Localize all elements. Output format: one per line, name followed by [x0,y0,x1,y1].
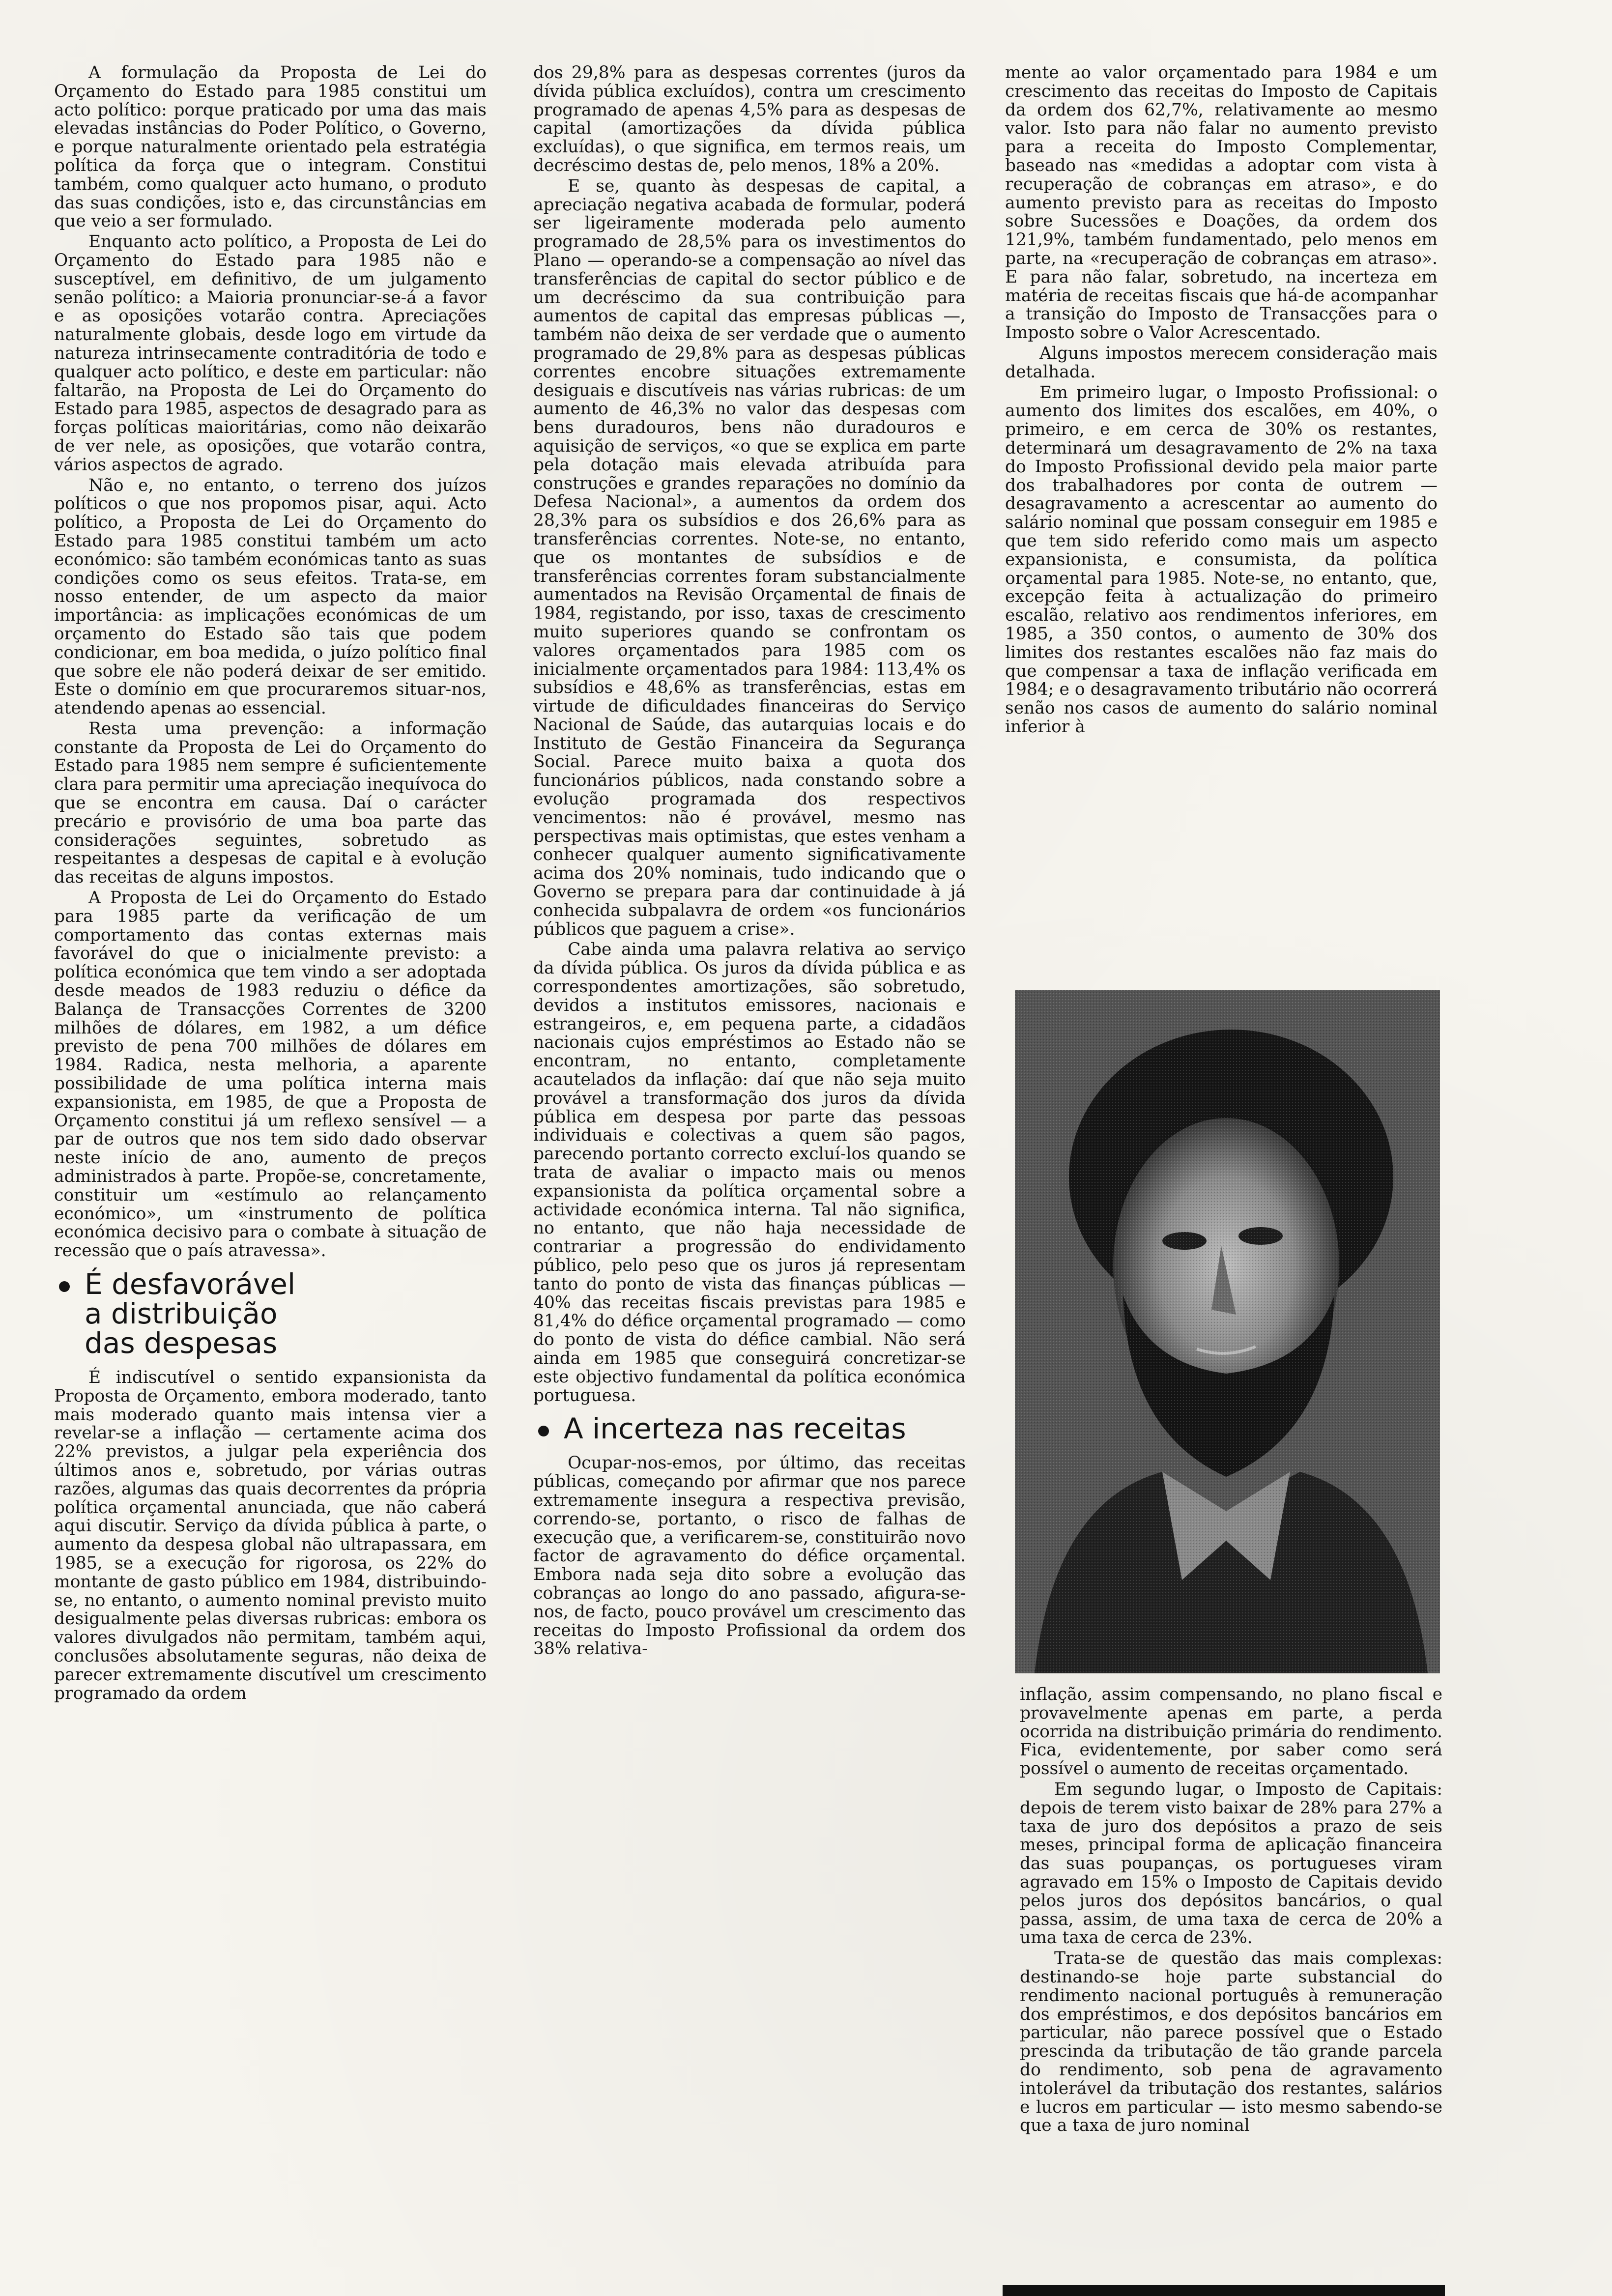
page-edge-bar [1003,2285,1445,2296]
section-heading-line: das despesas [85,1326,278,1360]
paragraph: A Proposta de Lei do Orçamento do Estado para 1985 parte da verificação de um comportamento das contas externas mais favorável do que o inicialmente previsto: a política económica que tem vindo a ser adoptada desde meados de 1983 reduziu o défice da Balança de Transacções Correntes de 3200 milhões de dólares, em 1982, a um défice previsto de pena 700 milhões de dólares em 1984. Radica, nesta melhoria, a aparente possibilidade de uma política interna mais expansionista, em 1985, de que a Proposta de Orçamento constitui já um reflexo sensível — a par de outros que nos tem sido dado observar neste início de ano, aumento de preços administrados à parte. Propõe-se, concretamente, constituir um «estímulo ao relançamento económico», um «instrumento de política económica decisivo para o combate à situação de recessão que o país atravessa». [54,888,487,1261]
paragraph: mente ao valor orçamentado para 1984 e um crescimento das receitas do Imposto de Capitais da ordem dos 62,7%, relativamente ao mesmo valor. Isto para não falar no aumento previsto para a receita do Imposto Complementar, baseado nas «medidas a adoptar com vista à recuperação de cobranças em atraso», e do aumento previsto para as receitas do Imposto sobre Sucessões e Doações, da ordem dos 121,9%, também fundamentado, pelo menos em parte, na «recuperação de cobranças em atraso». E para não falar, sobretudo, na incerteza em matéria de receitas fiscais que há-de acompanhar a transição do Imposto de Transacções para o Imposto sobre o Valor Acrescentado. [1005,64,1438,343]
article-column-2 [533,64,966,2295]
paragraph: A formulação da Proposta de Lei do Orçamento do Estado para 1985 constitui um acto político: porque praticado por uma das mais elevadas instâncias do Poder Político, o Governo, e porque naturalmente orientado pela estratégia política da força que o integram. Constitui também, como qualquer acto humano, o produto das suas condições, isto e, das circunstâncias em que veio a ser formulado. [54,64,487,231]
bullet-icon [538,1426,549,1436]
paragraph: Em primeiro lugar, o Imposto Profissional: o aumento dos limites dos escalões, em 40%, o primeiro, e em cerca de 30% os restantes, determinará um desagravamento de 2% na taxa do Imposto Profissional devido pela maior parte dos trabalhadores por conta de outrem — desagravamento a acrescentar ao aumento do salário nominal que possam conseguir em 1985 e que tem sido referido como mais um aspecto expansionista, e consumista, da política orçamental para 1985. Note-se, no entanto, que, excepção feita à actualização do primeiro escalão, relativo aos rendimentos inferiores, em 1985, a 350 contos, o aumento de 30% dos limites dos restantes escalões não faz mais do que compensar a taxa de inflação verificada em 1984; e o desagravamento tributário não ocorrerá senão nos casos de aumento do salário nominal inferior à [1005,382,1438,737]
paragraph: Em segundo lugar, o Imposto de Capitais: depois de terem visto baixar de 28% para 27% a taxa de juro dos depósitos a prazo de seis meses, principal forma de aplicação financeira das suas poupanças, os portugueses viram agravado em 15% o Imposto de Capitais devido pelos juros dos depósitos bancários, o qual passa, assim, de uma taxa de cerca de 20% a uma taxa de cerca de 23%. [1020,1779,1442,1948]
paragraph: inflação, assim compensando, no plano fiscal e provavelmente apenas em parte, a perda ocorrida na distribuição primária do rendimento. Fica, evidentemente, por saber como será possível o aumento de receitas orçamentado. [1020,1686,1442,1779]
paragraph: dos 29,8% para as despesas correntes (juros da dívida pública excluídos), contra um crescimento programado de apenas 4,5% para as despesas de capital (amortizações da dívida pública excluídas), o que significa, em termos reais, um decréscimo destas de, pelo menos, 18% a 20%. [533,64,966,175]
article-column-3 [1005,64,1438,988]
paragraph: É indiscutível o sentido expansionista da Proposta de Orçamento, embora moderado, tanto mais moderado quanto mais intensa vier a revelar-se a inflação — certamente acima dos 22% previstos, a julgar pela experiência dos últimos anos e, sobretudo, por várias outras razões, algumas das quais decorrentes da própria política orçamental anunciada, que não caberá aqui discutir. Serviço da dívida pública à parte, o aumento da despesa global não ultrapassara, em 1985, se a execução for rigorosa, os 22% do montante de gasto público em 1984, distribuindo-se, no entanto, o aumento nominal previsto muito desigualmente pelas diversas rubricas: embora os valores divulgados não permitam, também aqui, conclusões absolutamente seguras, não deixa de parecer extremamente discutível um crescimento programado da ordem [54,1368,487,1703]
section-heading [54,1269,487,1358]
paragraph: Resta uma prevenção: a informação constante da Proposta de Lei do Orçamento do Estado para 1985 nem sempre é suficientemente clara para permitir uma apreciação inequívoca do que se encontra em causa. Daí o carácter precário e provisório de uma boa parte das considerações seguintes, sobretudo as respeitantes a despesas de capital e à evolução das receitas de alguns impostos. [54,718,487,888]
section-heading-line: a distribuição [85,1297,278,1330]
article-column-3-continued [1020,1686,1442,2290]
section-heading-line: É desfavorável [85,1267,296,1301]
article-column-1 [54,64,487,2295]
paragraph: Alguns impostos merecem consideração mais detalhada. [1005,343,1438,382]
portrait-photo [1015,990,1440,1673]
bullet-icon [59,1281,70,1292]
paragraph: Trata-se de questão das mais complexas: destinando-se hoje parte substancial do rendimento nacional português à remuneração dos empréstimos, e dos depósitos bancários em particular, não parece possível que o Estado prescinda da tributação de tão grande parcela do rendimento, sob pena de agravamento intolerável da tributação dos restantes, salários e lucros em particular — isto mesmo sabendo-se que a taxa de juro nominal [1020,1949,1442,2136]
section-heading [533,1412,966,1446]
paragraph: Cabe ainda uma palavra relativa ao serviço da dívida pública. Os juros da dívida pública e as correspondentes amortizações, são sobretudo, devidos a institutos emissores, nacionais e estrangeiros, e, em pequena parte, a cidadãos nacionais cujos empréstimos ao Estado não se encontram, no entanto, completamente acautelados da inflação: daí que não seja muito provável a transformação dos juros da dívida pública em despesa por parte das pessoas individuais e colectivas a quem são pagos, parecendo portanto correcto excluí-los quando se trata de avaliar o impacto mais ou menos expansionista da política orçamental sobre a actividade económica interna. Tal não significa, no entanto, que não haja necessidade de contrariar a progressão do endividamento público, pelo peso que os juros já representam tanto do ponto de vista das finanças públicas — 40% das receitas fiscais previstas para 1985 e 81,4% do défice orçamental programado — como do ponto de vista do défice cambial. Não será ainda em 1985 que conseguirá concretizar-se este objectivo fundamental da política económica portuguesa. [533,940,966,1406]
portrait-image [1015,990,1440,1673]
paragraph: Não e, no entanto, o terreno dos juízos políticos o que nos propomos pisar, aqui. Acto político, a Proposta de Lei do Orçamento do Estado para 1985 constitui também um acto económico: são também económicas tanto as suas condições como os seus efeitos. Trata-se, em nosso entender, de um aspecto da maior importância: as implicações económicas de um orçamento do Estado são tais que podem condicionar, em boa medida, o juízo político final que sobre ele não poderá deixar de ser emitido. Este o domínio em que procuraremos situar-nos, atendendo apenas ao essencial. [54,475,487,718]
paragraph: E se, quanto às despesas de capital, a apreciação negativa acabada de formular, poderá ser ligeiramente moderada pelo aumento programado de 28,5% para os investimentos do Plano — operando-se a compensação ao nível das transferências de capital do sector público e de um decréscimo da sua contribuição para aumentos de capital das empresas públicas —, também não deixa de ser verdade que o aumento programado de 29,8% para as despesas públicas correntes encobre situações extremamente desiguais e discutíveis nas várias rubricas: de um aumento de 46,3% no valor das despesas com bens duradouros, bens não duradouros e aquisição de serviços, «o que se explica em parte pela dotação mais elevada atribuída para construções e grandes reparações no domínio da Defesa Nacional», a aumentos da ordem dos 28,3% para os subsídios e dos 26,6% para as transferências correntes. Note-se, no entanto, que os montantes de subsídios e de transferências correntes foram substancialmente aumentados na Revisão Orçamental de finais de 1984, registando, por isso, taxas de crescimento muito superiores quando se confrontam os valores orçamentados para 1985 com os inicialmente orçamentados para 1984: 113,4% os subsídios e 48,6% as transferências, estas em virtude de dificuldades financeiras do Serviço Nacional de Saúde, das autarquias locais e do Instituto de Gestão Financeira da Segurança Social. Parece muito baixa a quota dos funcionários públicos, nada constando sobre a evolução programada dos respectivos vencimentos: não é provável, mesmo nas perspectivas mais optimistas, que estes venham a conhecer qualquer aumento significativamente acima dos 20% nominais, tudo indicando que o Governo se prepara para dar continuidade à já conhecida subpalavra de ordem «os funcionários públicos que paguem a crise». [533,176,966,939]
paragraph: Ocupar-nos-emos, por último, das receitas públicas, começando por afirmar que nos parece extremamente insegura a respectiva previsão, correndo-se, portanto, o risco de falhas de execução que, a verificarem-se, constituirão novo factor de agravamento do défice orçamental. Embora nada seja dito sobre a evolução das cobranças ao longo do ano passado, afigura-se-nos, de facto, pouco provável um crescimento das receitas do Imposto Profissional da ordem dos 38% relativa- [533,1453,966,1659]
paragraph: Enquanto acto político, a Proposta de Lei do Orçamento do Estado para 1985 não e susceptível, em definitivo, de um julgamento senão político: a Maioria pronunciar-se-á a favor e as oposições votarão contra. Apreciações naturalmente globais, desde logo em virtude da natureza intrinsecamente contraditória de todo e qualquer acto político, e deste em particular: não faltarão, na Proposta de Lei do Orçamento do Estado para 1985, aspectos de desagrado para as forças políticas maioritárias, como não deixarão de ver nele, as oposições, que votarão contra, vários aspectos de agrado. [54,232,487,475]
section-heading-line: A incerteza nas receitas [564,1412,906,1446]
